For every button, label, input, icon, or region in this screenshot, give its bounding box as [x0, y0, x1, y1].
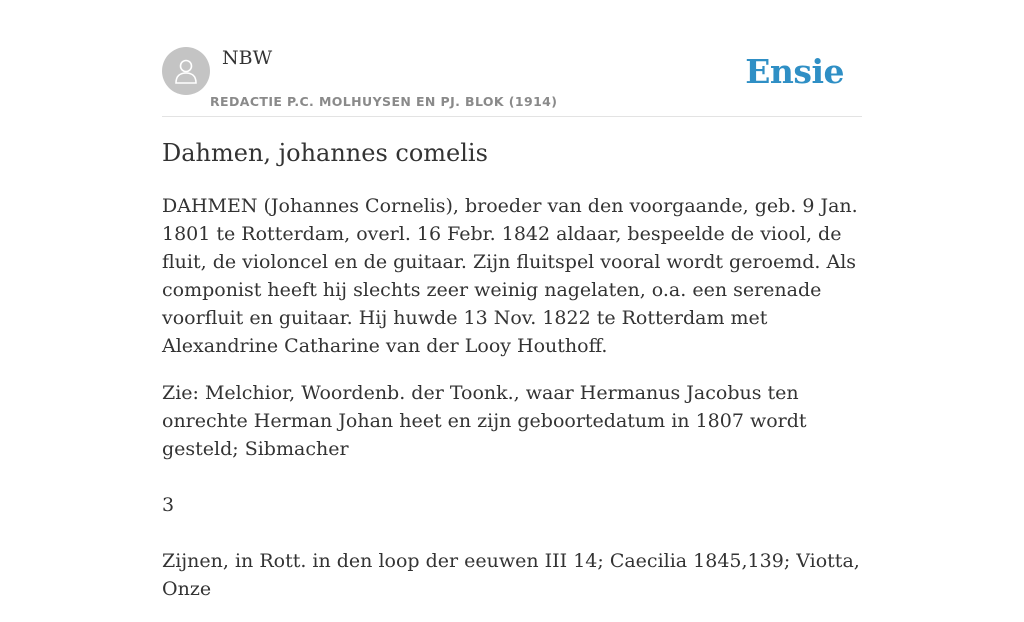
user-icon [173, 57, 199, 85]
article-body [162, 192, 862, 622]
avatar[interactable] [162, 47, 210, 95]
source-name[interactable]: NBW [222, 47, 273, 69]
site-logo[interactable]: Ensie [745, 52, 844, 91]
article-paragraph: Zie: Melchior, Woordenb. der Toonk., waar Hermanus Jacobus ten onrechte Herman Johan heet en zijn geboortedatum in 1807 wordt gesteld; Sibmacher [162, 382, 807, 460]
article-title: Dahmen, johannes comelis [162, 139, 488, 167]
header [162, 46, 862, 117]
article-paragraph: Zijnen, in Rott. in den loop der eeuwen III 14; Caecilia 1845,139; Viotta, Onze [162, 550, 860, 600]
source-editors: REDACTIE P.C. MOLHUYSEN EN PJ. BLOK (1914) [210, 94, 558, 109]
page-number-text: 3 [162, 494, 175, 516]
article-paragraph: DAHMEN (Johannes Cornelis), broeder van den voorgaande, geb. 9 Jan. 1801 te Rotterdam, overl. 16 Febr. 1842 aldaar, bespeelde de viool, de fluit, de violoncel en de guitaar. Zijn fluitspel vooral wordt geroemd. Als componist heeft hij slechts zeer weinig nagelaten, o.a. een serenade voorfluit en guitaar. Hij huwde 13 Nov. 1822 te Rotterdam met Alexandrine Catharine van der Looy Houthoff. [162, 195, 858, 357]
